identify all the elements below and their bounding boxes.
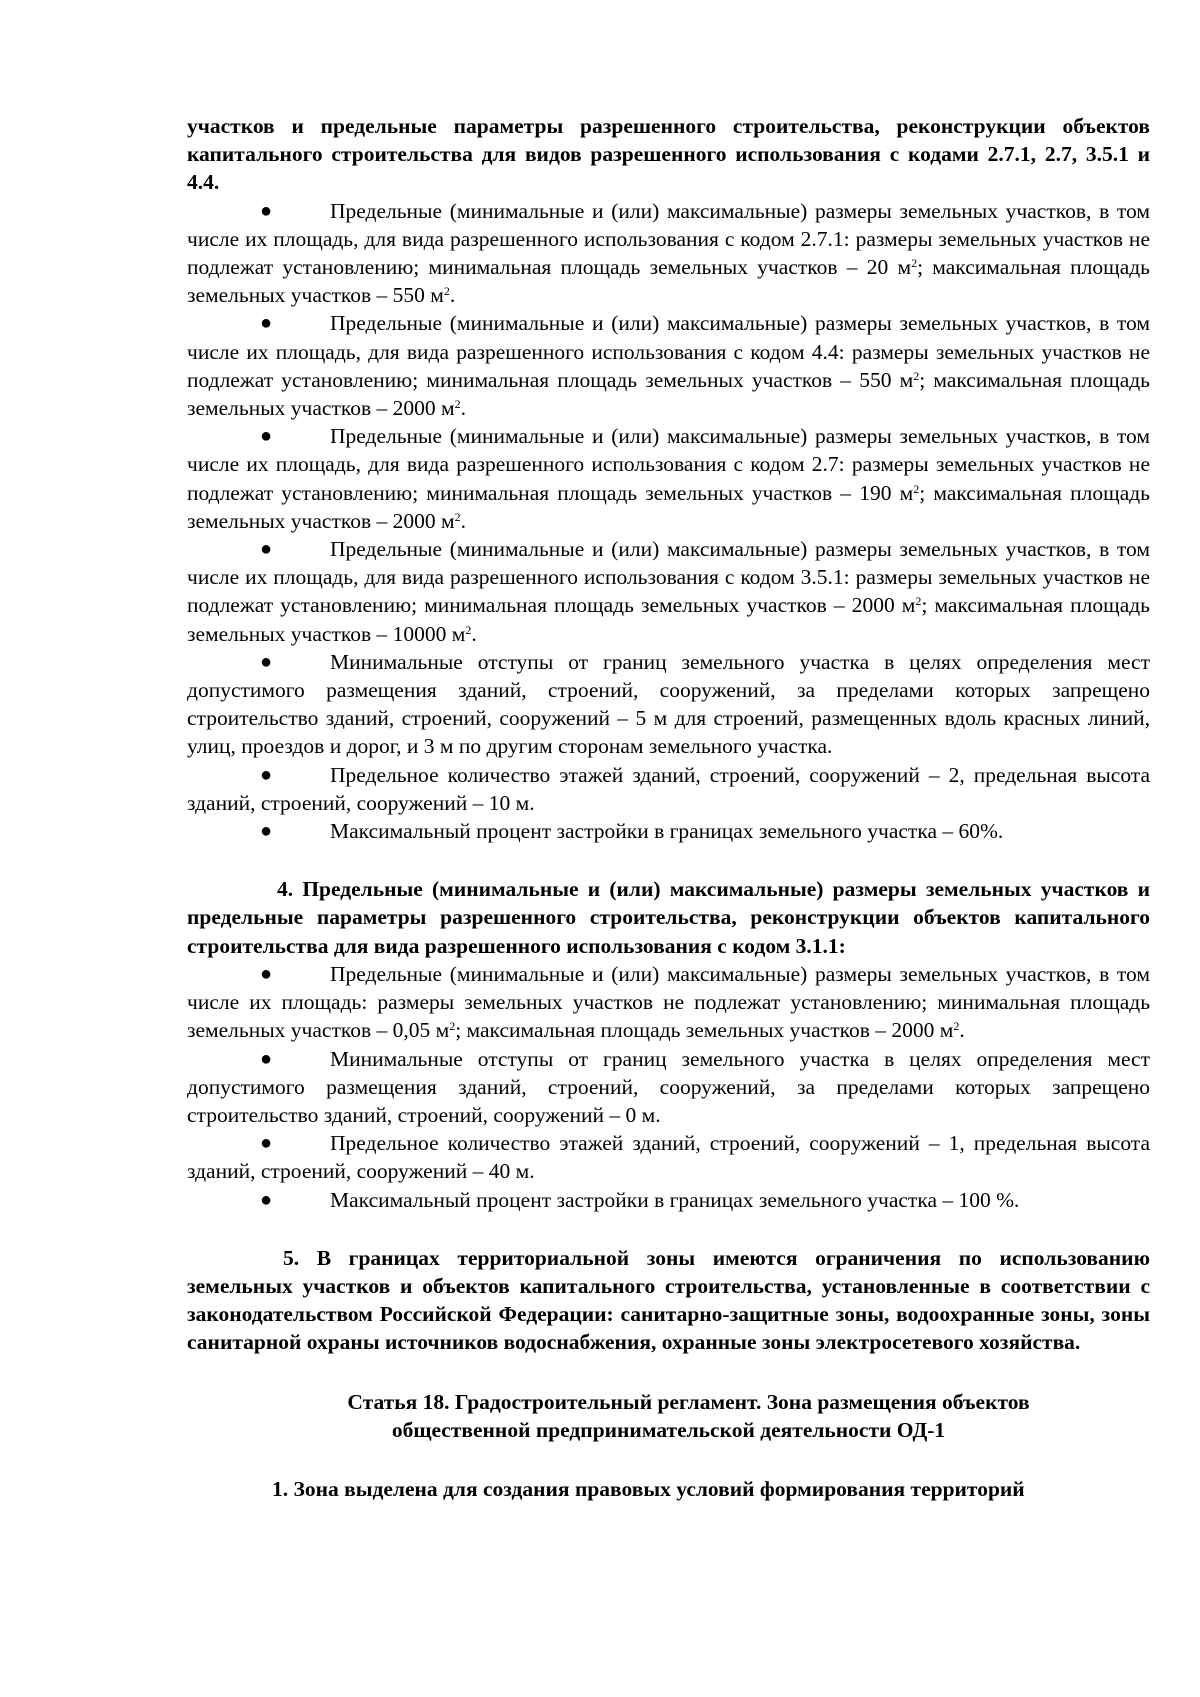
article-title-line-1: Статья 18. Градостроительный регламент. Зона размещения объектов xyxy=(347,1389,1030,1414)
bullet-icon: ● xyxy=(260,820,273,843)
list-item: ● Предельные (минимальные и (или) максимальные) размеры земельных участков, в том числе их площадь: размеры земельных участков не подлежат установлению; минимальная площадь земельных участков – 0,05 $м^2$; максимальная площадь земельных участков – 2000 $м^2$. xyxy=(187,961,1150,1043)
list-item: ● Минимальные отступы от границ земельного участка в целях определения мест допустимого размещения зданий, строений, сооружений, за пределами которых запрещено строительство зданий, строений, сооружений – 5 м для строений, размещенных вдоль красных линий, улиц, проездов и дорог, и 3 м по другим сторонам земельного участка. xyxy=(187,649,1150,759)
article-title-line-2: общественной предпринимательской деятельности ОД-1 xyxy=(391,1417,946,1442)
bullet-icon: ● xyxy=(260,763,273,786)
list-item: ● Предельное количество этажей зданий, строений, сооружений – 1, предельная высота зданий, строений, сооружений – 40 м. xyxy=(187,1131,1150,1184)
list-item: ● Предельные (минимальные и (или) максимальные) размеры земельных участков, в том числе их площадь, для вида разрешенного использования с кодом 4.4: размеры земельных участков не подлежат установлению; минимальная площадь земельных участков – 550 $м^2$; максимальная площадь земельных участков – 2000 $м^2$. xyxy=(187,311,1150,421)
bullet-icon: ● xyxy=(260,1047,273,1070)
section3-heading-continuation: участков и предельные параметры разрешенного строительства, реконструкции объектов капитального строительства для видов разрешенного использования с кодами 2.7.1, 2.7, 3.5.1 и 4.4. xyxy=(187,114,1150,195)
article-18-title xyxy=(187,1388,1150,1444)
bullet-icon: ● xyxy=(260,425,273,448)
list-item: ● Максимальный процент застройки в границах земельного участка – 100 %. xyxy=(187,1186,1150,1214)
bullet-icon: ● xyxy=(260,199,273,222)
section3-bullet-list xyxy=(187,197,1150,846)
section4-heading: 4. Предельные (минимальные и (или) максимальные) размеры земельных участков и предельные параметры разрешенного строительства, реконструкции объектов капитального строительства для вида разрешенного использования с кодом 3.1.1: xyxy=(187,877,1150,958)
list-item: ● Минимальные отступы от границ земельного участка в целях определения мест допустимого размещения зданий, строений, сооружений, за пределами которых запрещено строительство зданий, строений, сооружений – 0 м. xyxy=(187,1046,1150,1127)
document-page xyxy=(187,112,1150,1503)
bullet-icon: ● xyxy=(260,538,273,561)
list-item: ● Предельное количество этажей зданий, строений, сооружений – 2, предельная высота зданий, строений, сооружений – 10 м. xyxy=(187,762,1150,815)
list-item: ● Предельные (минимальные и (или) максимальные) размеры земельных участков, в том числе их площадь, для вида разрешенного использования с кодом 2.7.1: размеры земельных участков не подлежат установлению; минимальная площадь земельных участков – 20 $м^2$; максимальная площадь земельных участков – 550 $м^2$. xyxy=(187,198,1150,308)
bullet-icon: ● xyxy=(260,650,273,673)
bullet-icon: ● xyxy=(260,1132,273,1155)
bullet-icon: ● xyxy=(260,312,273,335)
list-item: ● Предельные (минимальные и (или) максимальные) размеры земельных участков, в том числе их площадь, для вида разрешенного использования с кодом 3.5.1: размеры земельных участков не подлежат установлению; минимальная площадь земельных участков – 2000 $м^2$; максимальная площадь земельных участков – 10000 $м^2$. xyxy=(187,537,1150,646)
list-item: ● Предельные (минимальные и (или) максимальные) размеры земельных участков, в том числе их площадь, для вида разрешенного использования с кодом 2.7: размеры земельных участков не подлежат установлению; минимальная площадь земельных участков – 190 $м^2$; максимальная площадь земельных участков – 2000 $м^2$. xyxy=(187,424,1150,533)
article-18-item-1: 1. Зона выделена для создания правовых условий формирования территорий xyxy=(272,1476,1025,1501)
list-item: ● Максимальный процент застройки в границах земельного участка – 60%. xyxy=(187,817,1150,845)
section4-bullet-list xyxy=(187,960,1150,1214)
section5-heading: 5. В границах территориальной зоны имеются ограничения по использованию земельных участков и объектов капитального строительства, установленные в соответствии с законодательством Российской Федерации: санитарно-защитные зоны, водоохранные зоны, зоны санитарной охраны источников водоснабжения, охранные зоны электросетевого хозяйства. xyxy=(187,1245,1150,1355)
bullet-icon: ● xyxy=(260,962,273,985)
bullet-icon: ● xyxy=(260,1188,273,1211)
